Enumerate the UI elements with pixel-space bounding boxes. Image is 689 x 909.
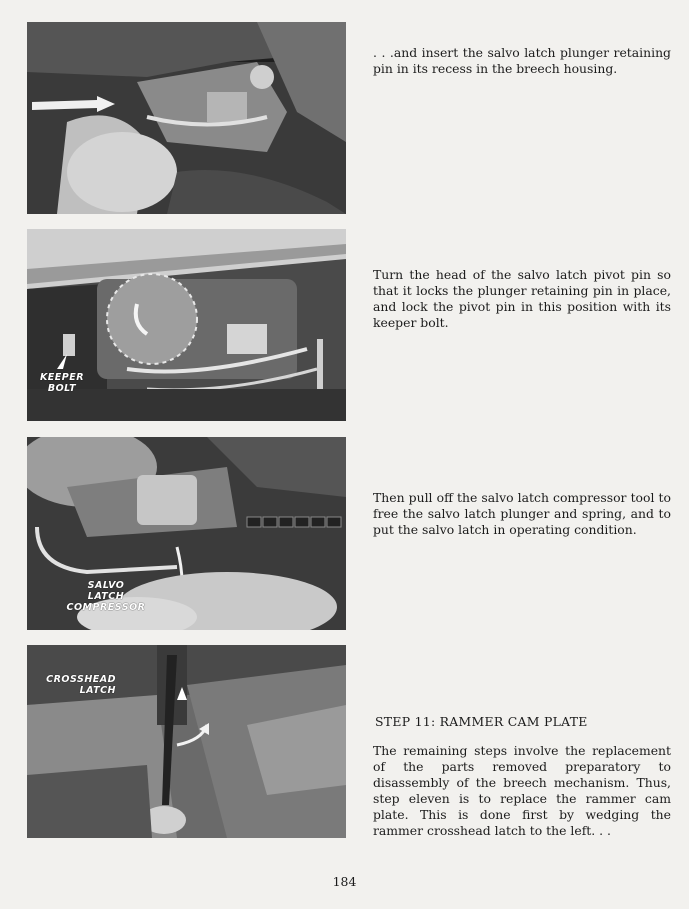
crosshead-latch-callout: CROSSHEAD LATCH [46, 674, 116, 696]
salvo-latch-compressor-callout: SALVO LATCH COMPRESSOR [66, 580, 146, 613]
page-number: 184 [332, 874, 357, 889]
keeper-bolt-callout: KEEPER BOLT [39, 372, 85, 394]
step-heading: STEP 11: RAMMER CAM PLATE [375, 714, 588, 729]
caption-plunger-retaining-pin: . . .and insert the salvo latch plunger retaining pin in its recess in the breech housing. [373, 45, 671, 76]
plunger-retaining-pin-photo [27, 22, 346, 214]
caption-rammer-cam-plate: The remaining steps involve the replacement of the parts removed preparatory to disassembly of the breech mechanism. Thus, step eleven is to replace the rammer cam plate. This is done first by wedging the rammer crosshead latch to the left. . . [373, 743, 671, 838]
caption-pivot-pin: Turn the head of the salvo latch pivot pin so that it locks the plunger retaining pin in place, and lock the pivot pin in this position with its keeper bolt. [373, 267, 671, 330]
caption-compressor-tool: Then pull off the salvo latch compressor tool to free the salvo latch plunger and spring, and to put the salvo latch in operating condition. [373, 490, 671, 537]
